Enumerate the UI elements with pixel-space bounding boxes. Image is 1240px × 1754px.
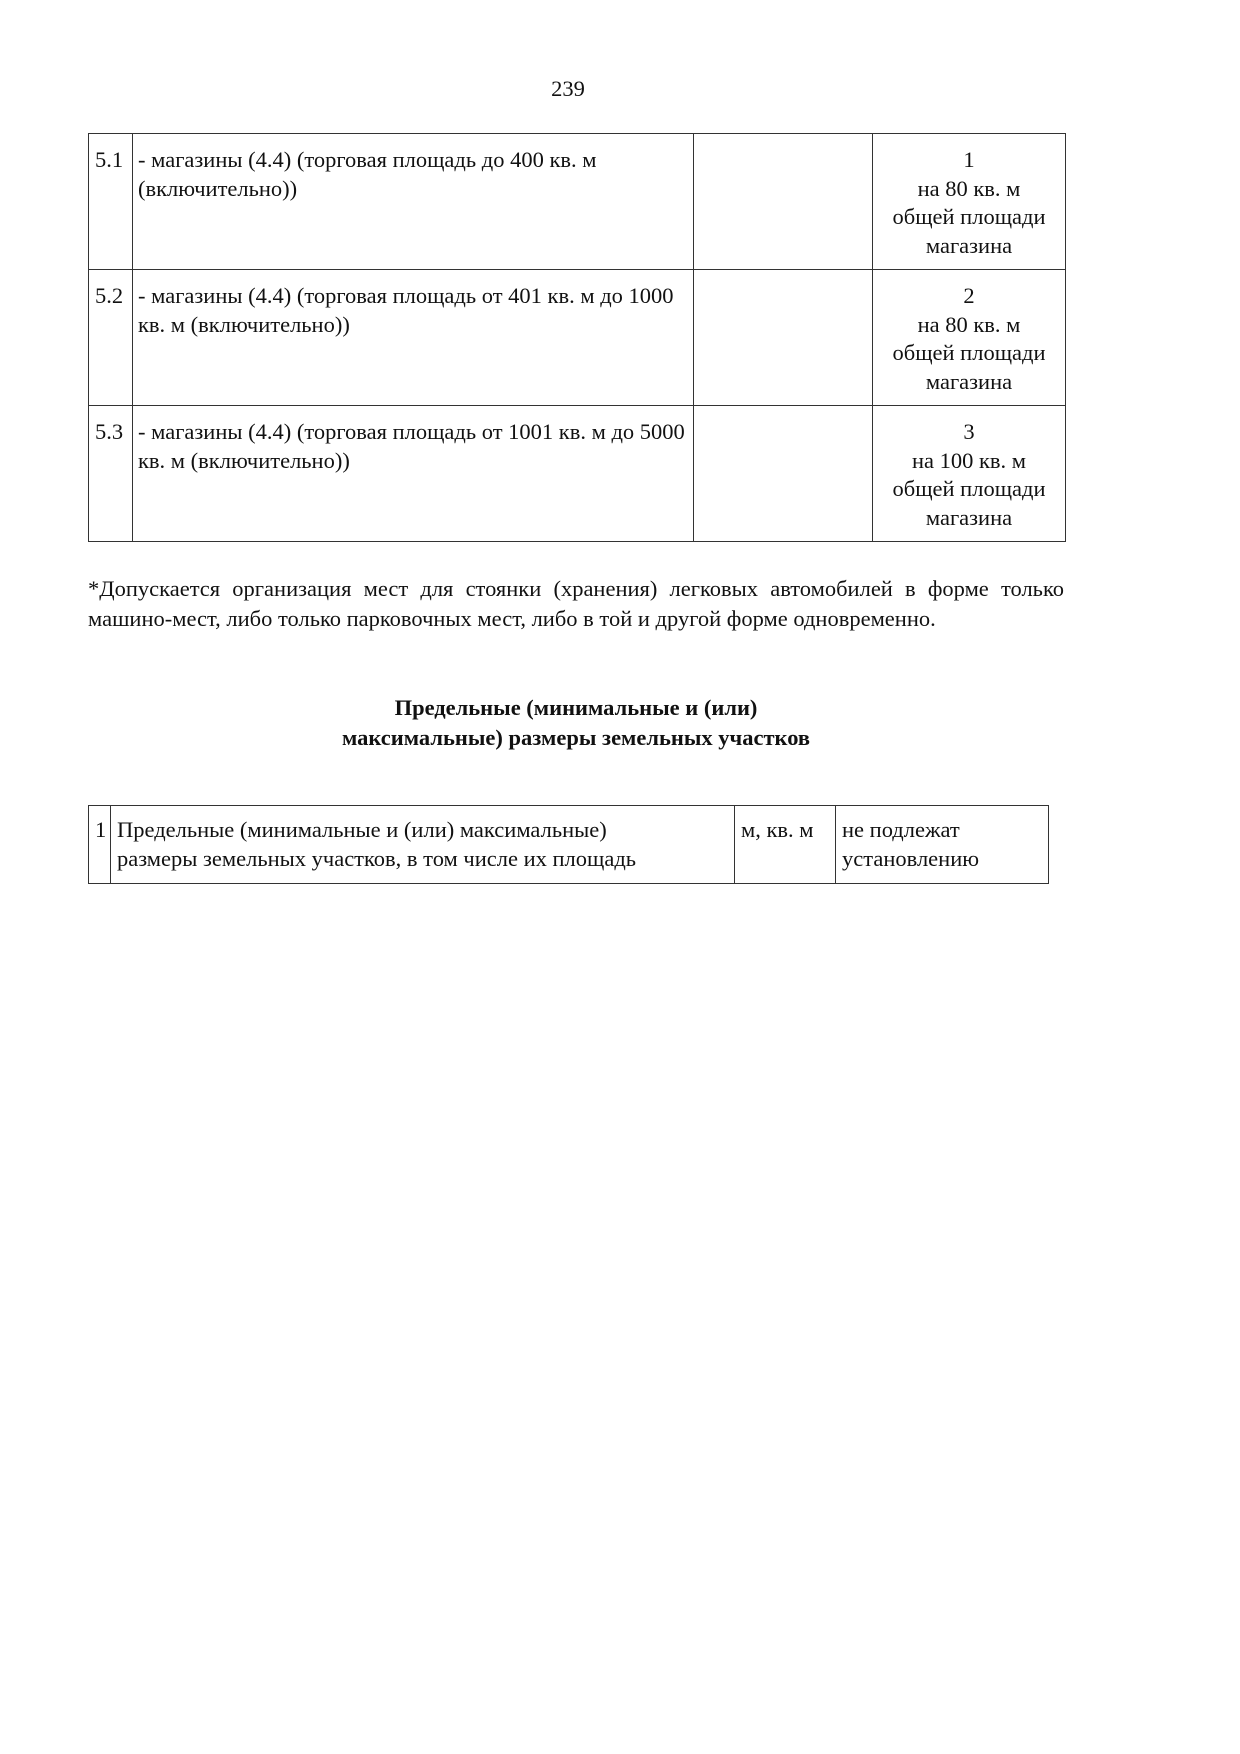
description-line: Предельные (минимальные и (или) максимальные) [117,817,607,842]
row-description: - магазины (4.4) (торговая площадь от 401 кв. м до 1000 кв. м (включительно)) [133,270,694,406]
row-number: 5.1 [89,134,133,270]
row-number: 5.2 [89,270,133,406]
table-row [89,806,1049,884]
table-row [89,270,1066,406]
row-value [836,806,1049,884]
parking-norms-table [88,133,1066,542]
section-heading [88,693,1064,752]
norm-per-area: на 100 кв. м [911,447,1027,473]
row-unit [694,270,873,406]
value-line: не подлежат [842,817,960,842]
row-description [111,806,735,884]
table-row [89,406,1066,542]
footnote: *Допускается организация мест для стоянки (хранения) легковых автомобилей в форме только машино-мест, либо только парковочных мест, либо в той и другой форме одновременно. [88,576,1064,631]
norm-per-area: на 80 кв. м [917,311,1021,337]
row-number: 5.3 [89,406,133,542]
norm-basis: магазина [925,232,1013,258]
norm-count: 3 [963,419,975,444]
norm-basis: магазина [925,504,1013,530]
row-norm [873,134,1066,270]
norm-count: 2 [963,283,975,308]
row-number: 1 [89,806,111,884]
norm-count: 1 [963,147,975,172]
norm-basis: магазина [925,368,1013,394]
section-heading-line: Предельные (минимальные и (или) [394,695,758,720]
row-unit [694,134,873,270]
table-row [89,134,1066,270]
row-norm [873,406,1066,542]
norm-basis: общей площади [892,340,1046,365]
row-description: - магазины (4.4) (торговая площадь от 1001 кв. м до 5000 кв. м (включительно)) [133,406,694,542]
row-description: - магазины (4.4) (торговая площадь до 400 кв. м (включительно)) [133,134,694,270]
norm-basis: общей площади [892,476,1046,501]
land-plot-size-table [88,805,1049,884]
description-line: размеры земельных участков, в том числе их площадь [117,845,637,871]
value-line: установлению [842,845,980,871]
norm-per-area: на 80 кв. м [917,175,1021,201]
row-unit: м, кв. м [735,806,836,884]
section-heading-line: максимальные) размеры земельных участков [341,724,811,750]
row-norm [873,270,1066,406]
norm-basis: общей площади [892,204,1046,229]
page-number: 239 [551,76,585,101]
row-unit [694,406,873,542]
